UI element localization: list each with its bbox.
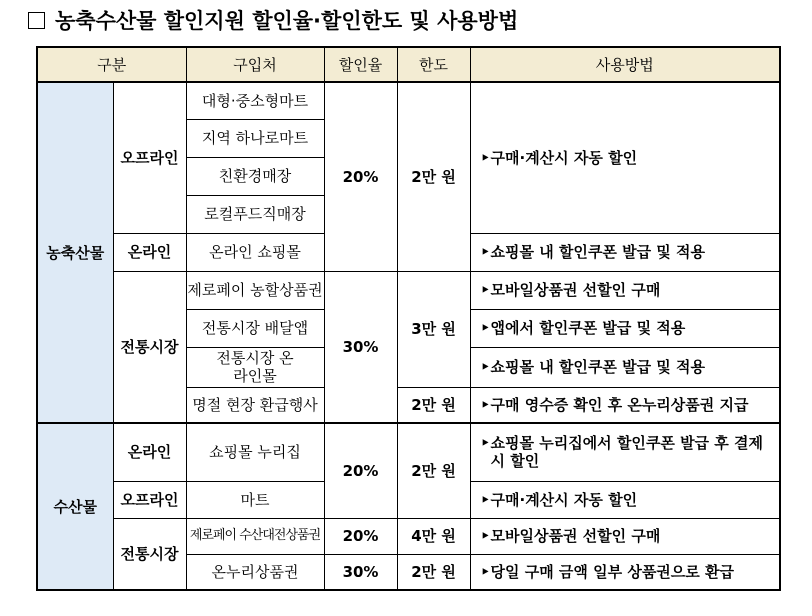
bullet-icon: ‣: [480, 243, 491, 261]
limit-cell: 2만 원: [397, 387, 470, 423]
store-cell: 온라인 쇼핑몰: [186, 233, 324, 271]
table-row: [37, 423, 780, 481]
usage-cell: ‣구매·계산시 자동 할인: [470, 82, 780, 233]
title-text: 농축수산물 할인지원 할인율·할인한도 및 사용방법: [55, 9, 519, 33]
store-cell: 제로페이 농할상품권: [186, 271, 324, 309]
store-cell: 쇼핑몰 누리집: [186, 423, 324, 481]
store-cell: 대형·중소형마트: [186, 82, 324, 119]
rate-cell: 20%: [324, 423, 397, 518]
store-cell: 지역 하나로마트: [186, 119, 324, 157]
store-cell: 전통시장 배달앱: [186, 309, 324, 347]
limit-cell: 2만 원: [397, 554, 470, 590]
bullet-icon: ‣: [480, 562, 491, 581]
header-usage: 사용방법: [470, 47, 780, 82]
rate-cell: 20%: [324, 82, 397, 271]
group-sea: 수산물: [37, 423, 113, 590]
usage-cell: ‣쇼핑몰 내 할인쿠폰 발급 및 적용: [470, 233, 780, 271]
sub-market: 전통시장: [113, 271, 186, 423]
header-row: [37, 47, 780, 82]
usage-cell: ‣쇼핑몰 누리집에서 할인쿠폰 발급 후 결제 시 할인: [470, 423, 780, 481]
limit-cell: 4만 원: [397, 518, 470, 554]
group-agri: 농축산물: [37, 82, 113, 423]
header-rate: 할인율: [324, 47, 397, 82]
store-cell: 온누리상품권: [186, 554, 324, 590]
limit-cell: 3만 원: [397, 271, 470, 387]
sub-offline: 오프라인: [113, 481, 186, 518]
store-cell: 명절 현장 환급행사: [186, 387, 324, 423]
bullet-icon: ‣: [480, 434, 491, 453]
sub-offline: 오프라인: [113, 82, 186, 233]
sub-online: 온라인: [113, 233, 186, 271]
usage-cell: ‣모바일상품권 선할인 구매: [470, 518, 780, 554]
store-cell: 친환경매장: [186, 157, 324, 195]
bullet-icon: ‣: [480, 395, 491, 414]
usage-cell: ‣모바일상품권 선할인 구매: [470, 271, 780, 309]
store-cell: 제로페이 수산대전상품권: [186, 518, 324, 554]
limit-cell: 2만 원: [397, 423, 470, 518]
usage-cell: ‣앱에서 할인쿠폰 발급 및 적용: [470, 309, 780, 347]
rate-cell: 20%: [324, 518, 397, 554]
header-limit: 한도: [397, 47, 470, 82]
bullet-icon: ‣: [480, 319, 491, 337]
store-cell: 로컬푸드직매장: [186, 195, 324, 233]
sub-market: 전통시장: [113, 518, 186, 590]
rate-cell: 30%: [324, 554, 397, 590]
rate-cell: 30%: [324, 271, 397, 423]
sub-online: 온라인: [113, 423, 186, 481]
header-store: 구입처: [186, 47, 324, 82]
table-row: [37, 271, 780, 309]
bullet-icon: ‣: [480, 148, 491, 167]
usage-cell: ‣쇼핑몰 내 할인쿠폰 발급 및 적용: [470, 347, 780, 387]
usage-cell: ‣구매 영수증 확인 후 온누리상품권 지급: [470, 387, 780, 423]
usage-cell: ‣구매·계산시 자동 할인: [470, 481, 780, 518]
bullet-icon: ‣: [480, 527, 491, 545]
bullet-icon: ‣: [480, 281, 491, 299]
usage-cell: ‣당일 구매 금액 일부 상품권으로 환급: [470, 554, 780, 590]
checkbox-square-icon: [28, 12, 45, 29]
bullet-icon: ‣: [480, 490, 491, 509]
store-cell: 전통시장 온라인몰: [186, 347, 324, 387]
header-category: 구분: [37, 47, 186, 82]
store-cell: 마트: [186, 481, 324, 518]
limit-cell: 2만 원: [397, 82, 470, 271]
page-title: [28, 4, 518, 38]
table-row: [37, 518, 780, 554]
discount-table: [36, 46, 781, 591]
table-row: [37, 82, 780, 119]
bullet-icon: ‣: [480, 358, 491, 376]
